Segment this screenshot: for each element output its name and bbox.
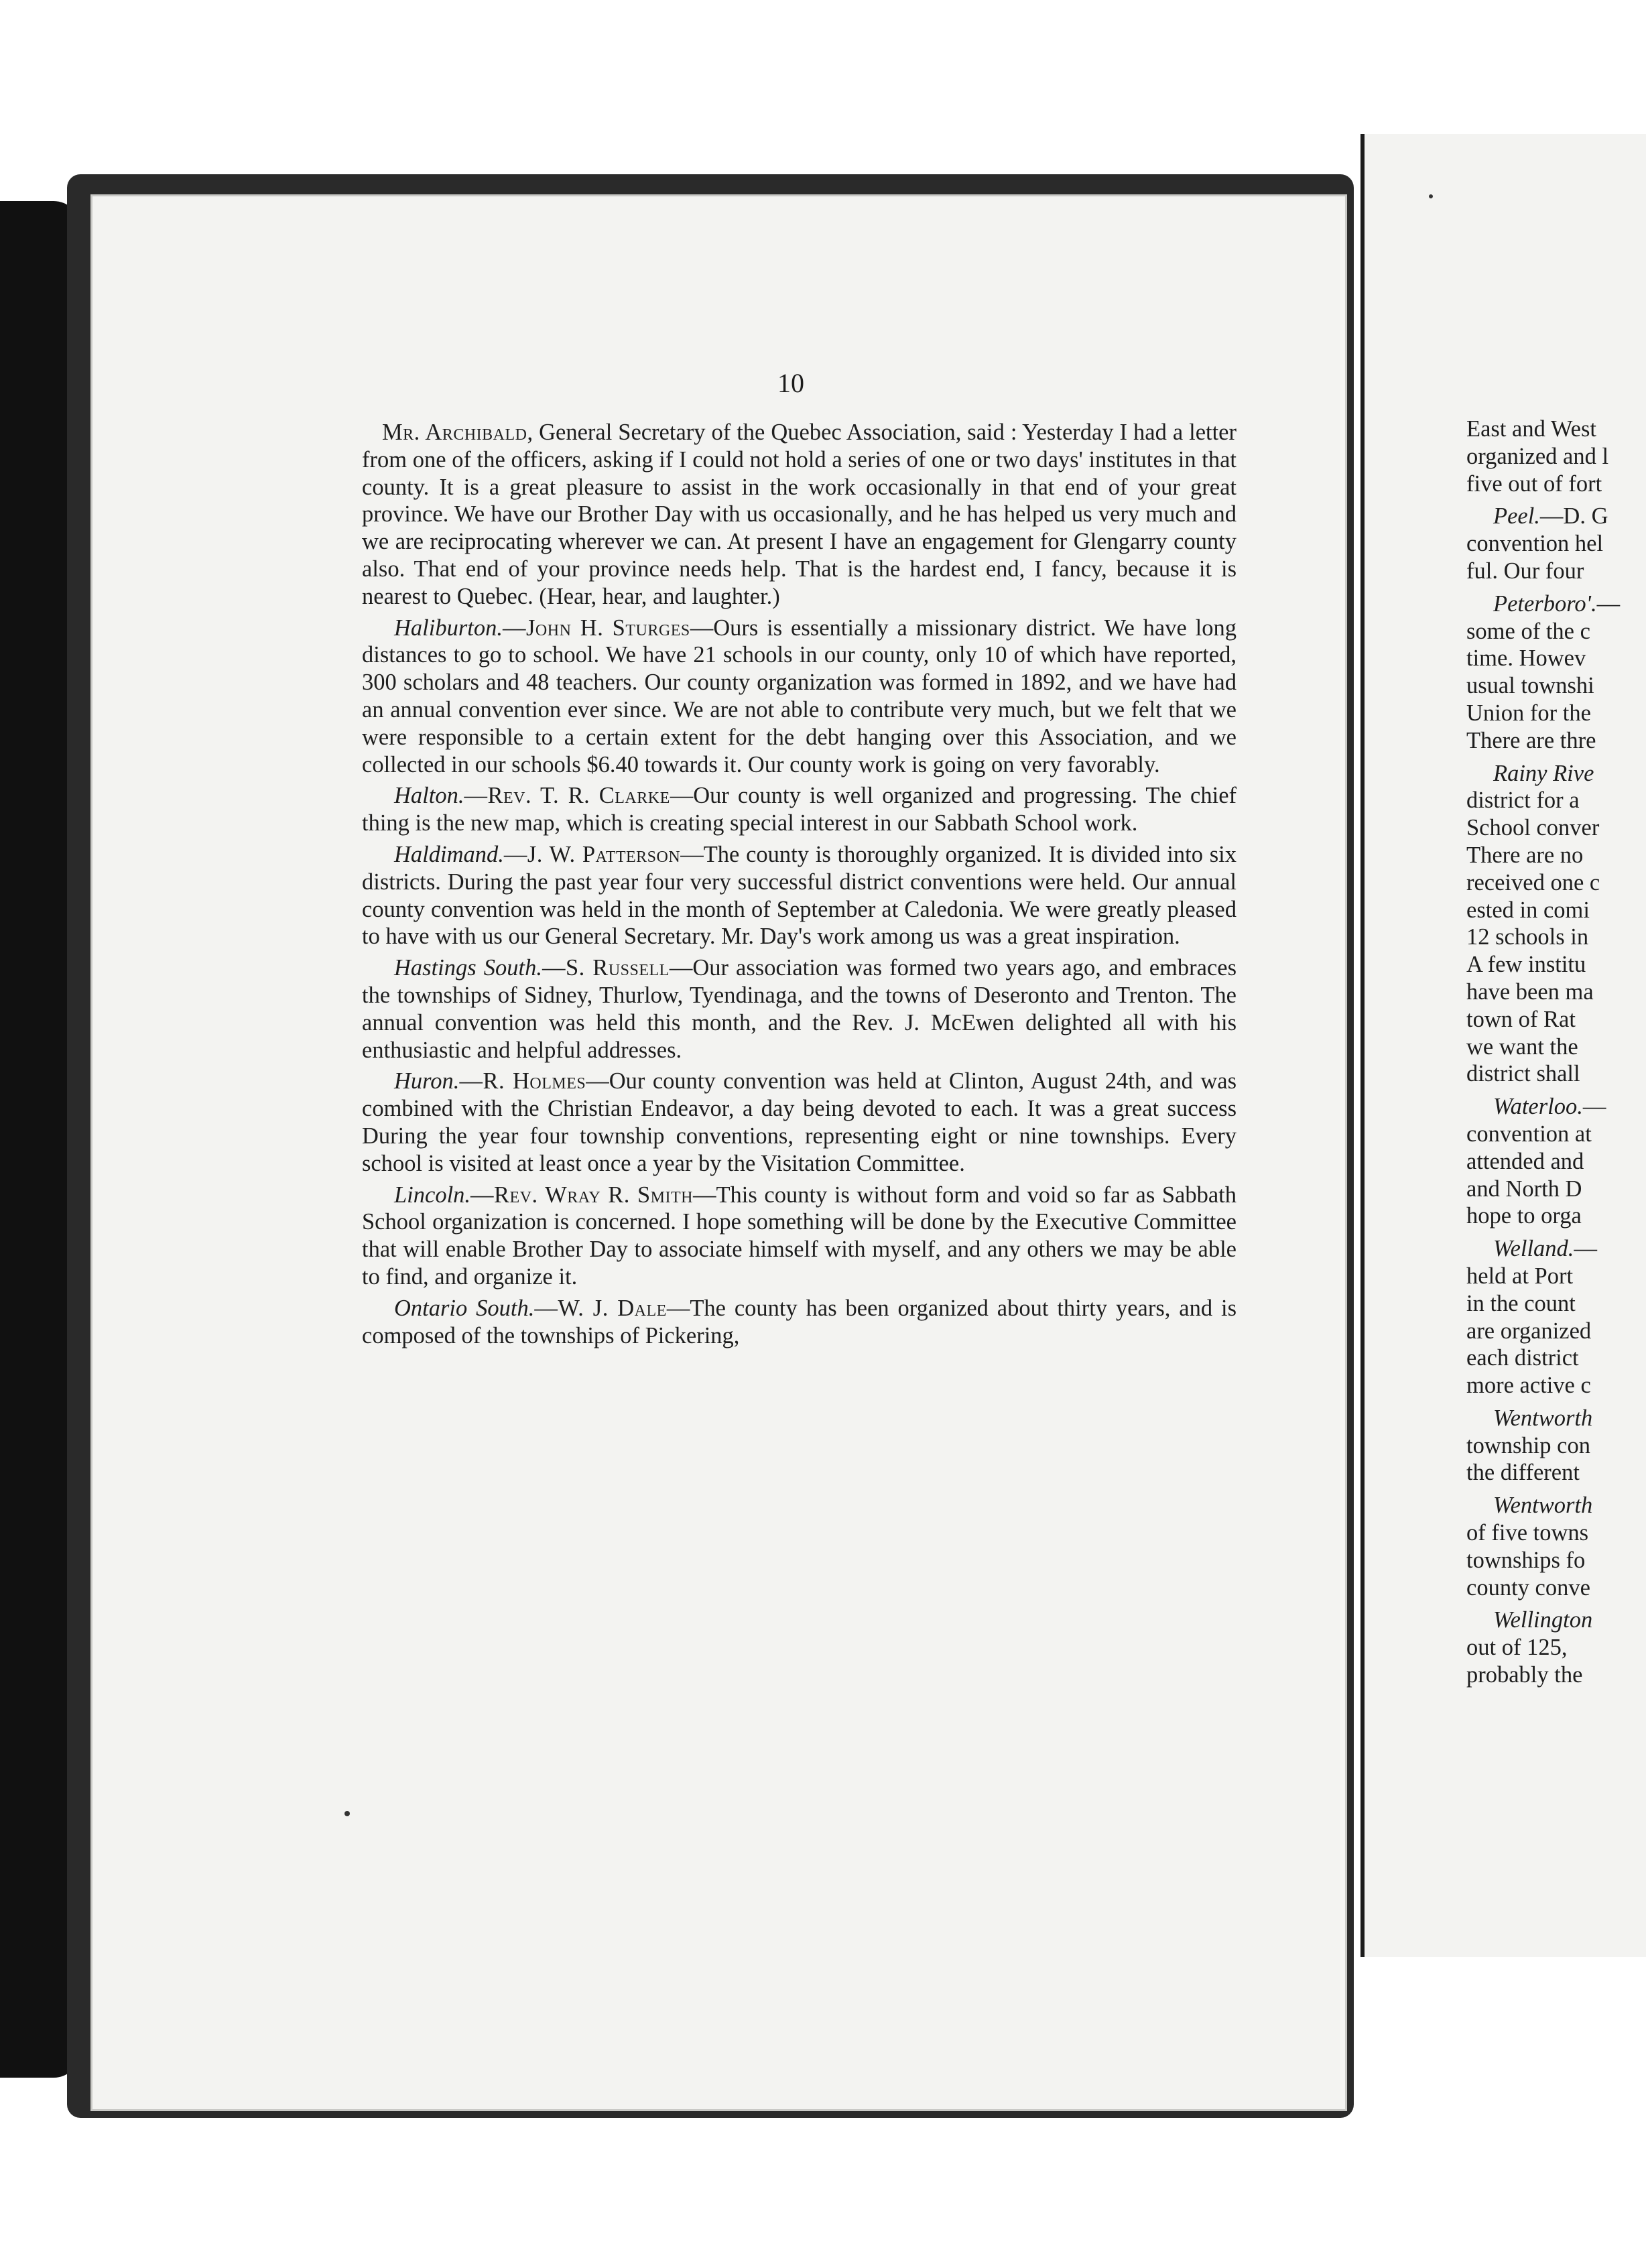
county-name: Ontario South.	[394, 1295, 535, 1321]
paragraph-gap	[1466, 1487, 1646, 1492]
county-name: Wentworth	[1493, 1493, 1593, 1519]
right-page-line: of five towns	[1466, 1520, 1589, 1546]
right-page-line: district shall	[1466, 1061, 1580, 1087]
right-page-line: we want the	[1466, 1033, 1578, 1060]
right-page-line: probably the	[1466, 1662, 1583, 1688]
right-page-line: There are no	[1466, 842, 1584, 868]
county-name: Haliburton.	[394, 615, 503, 641]
right-page-line	[1466, 590, 1646, 618]
paragraph-body: —The county is thoroughly organized. It is divided into six districts. During the past year four very successful district conventions were held. Our annual county convention was held in the month of September at Caledonia. We were greatly pleased to have with us our General Secretary. Mr. Day's work among us was a great inspiration.	[362, 841, 1237, 950]
paragraph	[362, 1068, 1237, 1177]
paragraph-body: —Our county is well organized and progressing. The chief thing is the new map, which is creating special interest in our Sabbath School work.	[362, 783, 1237, 836]
right-page-line: district for a	[1466, 788, 1580, 814]
paragraph-body: —Our county convention was held at Clinton, August 24th, and was combined with the Christian Endeavor, a day being devoted to each. It was a great success During the year four township conventions, representing eight or nine townships. Every school is visited at least once a year by the Visitation Committee.	[362, 1068, 1237, 1176]
right-page-line: usual townshi	[1466, 673, 1594, 699]
speaker-name: —S. Russell	[542, 955, 670, 981]
county-name: Welland.	[1493, 1236, 1574, 1262]
county-name: Hastings South.	[394, 955, 542, 981]
paragraph-body: —Ours is essentially a missionary district. We have long distances to go to school. We have 21 schools in our county, only 10 of which have reported, 300 scholars and 48 teachers. Our county organization was formed in 1892, and we have had an annual convention ever since. We are not able to contribute very much, but we felt that we were responsible to a certain extent for the debt hanging over this Association, and we collected in our schools $6.40 towards it. Our county work is going on very favorably.	[362, 615, 1237, 777]
speaker-name: —J. W. Patterson	[503, 841, 681, 867]
paragraph-body: —Our association was formed two years ago, and embraces the townships of Sidney, Thurlow, Tyendinaga, and the towns of Deseronto and Trenton. The annual convention was held this month, and the Rev. J. McEwen delighted all with his enthusiastic and helpful addresses.	[362, 955, 1237, 1063]
right-page-line: county conve	[1466, 1574, 1590, 1600]
paragraph-gap	[1466, 1601, 1646, 1606]
page-number: 10	[777, 368, 804, 398]
paragraph-gap	[1466, 755, 1646, 760]
paragraph-gap	[1466, 1088, 1646, 1093]
right-page-line: hope to orga	[1466, 1203, 1582, 1229]
paragraph-gap	[1466, 497, 1646, 503]
paragraph	[362, 954, 1237, 1064]
paragraph	[362, 1295, 1237, 1350]
right-page-line: attended and	[1466, 1148, 1584, 1174]
county-name: Wellington	[1493, 1607, 1593, 1633]
county-name: Peterboro'.	[1493, 590, 1597, 617]
right-page-text-column	[1466, 416, 1646, 1689]
right-page-line: townships fo	[1466, 1547, 1586, 1573]
right-page-line: town of Rat	[1466, 1006, 1576, 1032]
right-page-line: the different	[1466, 1460, 1580, 1486]
right-page-line: have been ma	[1466, 979, 1594, 1005]
line-rest: —	[1574, 1236, 1597, 1262]
right-page-line: and North D	[1466, 1176, 1582, 1202]
right-page-line: more active c	[1466, 1373, 1591, 1399]
right-page-line: convention at	[1466, 1121, 1592, 1147]
county-name: Wentworth	[1493, 1405, 1593, 1431]
paragraph-body: , General Secretary of the Quebec Association, said : Yesterday I had a letter from one of the officers, asking if I could not hold a series of one or two days' institutes in that county. It is a great pleasure to assist in the work occasionally in that end of your great province. We have our Brother Day with us occasionally, and he has helped us very much and we are reciprocating wherever we can. At present I have an engagement for Glengarry county also. That end of your province needs help. That is the hardest end, I fancy, because it is nearest to Quebec. (Hear, hear, and laughter.)	[362, 420, 1237, 609]
right-page-line: received one c	[1466, 869, 1600, 895]
paragraph	[362, 841, 1237, 950]
line-rest: —	[1596, 590, 1621, 617]
right-page-line	[1466, 1405, 1646, 1432]
county-name: Haldimand.	[394, 841, 504, 867]
paragraph	[362, 419, 1237, 611]
speaker-name: —Rev. T. R. Clarke	[464, 783, 670, 809]
county-name: Lincoln.	[394, 1182, 471, 1208]
line-rest: —D. G	[1539, 503, 1608, 529]
paragraph-gap	[1466, 585, 1646, 590]
right-page-line	[1466, 760, 1646, 788]
county-name: Rainy Rive	[1493, 760, 1594, 786]
right-page-line: are organized	[1466, 1318, 1592, 1344]
right-page-line: ful. Our four	[1466, 558, 1584, 584]
paragraph	[362, 615, 1237, 779]
right-page-line: each district	[1466, 1345, 1579, 1371]
paragraph	[362, 782, 1237, 837]
speaker-name: —John H. Sturges	[502, 615, 690, 641]
speaker-name: Mr. Archibald	[382, 420, 527, 445]
right-page-line: Union for the	[1466, 700, 1591, 726]
right-page-line: out of 125,	[1466, 1635, 1568, 1661]
speaker-name: —Rev. Wray R. Smith	[470, 1182, 693, 1208]
speaker-name: —W. J. Dale	[534, 1295, 667, 1321]
paragraph-gap	[1466, 1230, 1646, 1235]
ink-speck	[344, 1811, 350, 1816]
county-name: Huron.	[394, 1068, 460, 1094]
county-name: Waterloo.	[1493, 1094, 1583, 1120]
right-page-line	[1466, 1606, 1646, 1634]
right-page-line	[1466, 1492, 1646, 1519]
right-page-line: convention hel	[1466, 531, 1604, 557]
ink-speck	[1429, 194, 1433, 198]
right-page-line: organized and l	[1466, 443, 1609, 469]
right-page-line: East and West	[1466, 416, 1596, 442]
paragraph-body: —The county has been organized about thirty years, and is composed of the townships of Pickering,	[362, 1295, 1237, 1348]
speaker-name: —R. Holmes	[459, 1068, 586, 1094]
right-page-line: held at Port	[1466, 1263, 1574, 1289]
right-page-line	[1466, 1093, 1646, 1121]
left-page-text-column	[362, 419, 1237, 1353]
paragraph-gap	[1466, 1399, 1646, 1405]
right-page-line	[1466, 503, 1646, 530]
paragraph	[362, 1182, 1237, 1291]
right-page-line: A few institu	[1466, 952, 1586, 978]
right-page-line: township con	[1466, 1432, 1590, 1458]
county-name: Peel.	[1493, 503, 1540, 529]
right-page-line: some of the c	[1466, 618, 1590, 644]
right-page-line: ested in comi	[1466, 897, 1590, 923]
right-page-line	[1466, 1235, 1646, 1263]
right-page-line: There are thre	[1466, 727, 1596, 753]
right-page-line: time. Howev	[1466, 645, 1586, 672]
county-name: Halton.	[394, 783, 464, 809]
right-page-line: in the count	[1466, 1290, 1576, 1316]
right-page-line: School conver	[1466, 815, 1600, 841]
right-page-line: 12 schools in	[1466, 924, 1589, 950]
right-page-line: five out of fort	[1466, 470, 1602, 497]
paragraph-body: —This county is without form and void so far as Sabbath School organization is concerned. I hope something will be done by the Executive Committee that will enable Brother Day to associate himself with myself, and any others we may be able to find, and organize it.	[362, 1182, 1237, 1289]
line-rest: —	[1582, 1094, 1606, 1120]
